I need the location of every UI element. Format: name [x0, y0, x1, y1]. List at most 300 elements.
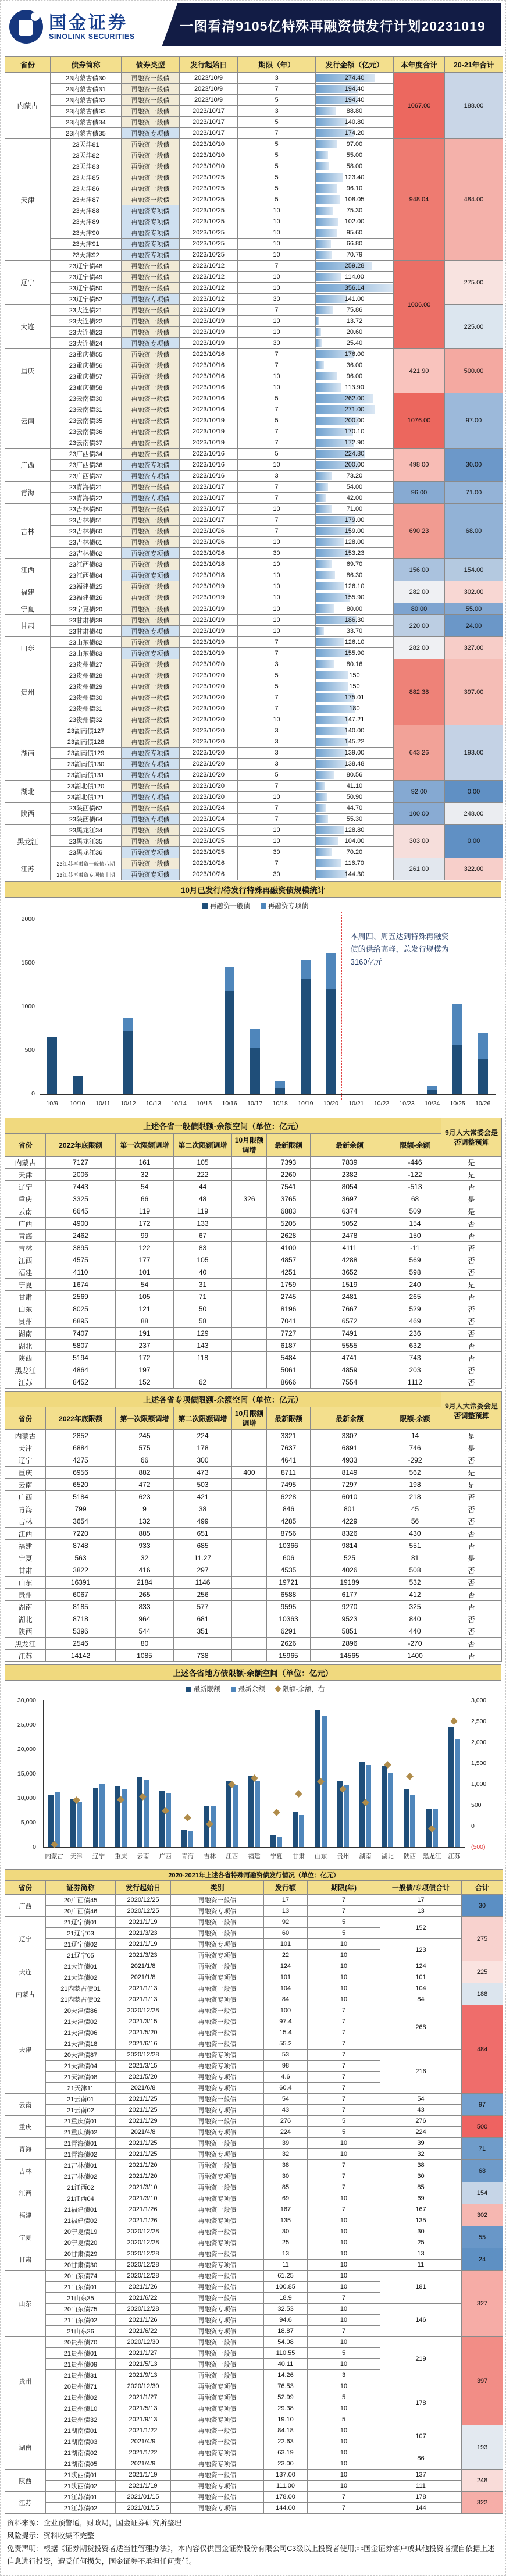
bar-latest-balance — [144, 1780, 149, 1847]
bond-type-cell: 再融资专项债 — [171, 2447, 264, 2458]
latest-balance-cell: 9270 — [311, 1601, 389, 1613]
issue-date-cell: 2021/1/20 — [116, 2171, 171, 2182]
term-cell: 10 — [238, 205, 316, 216]
year-total-cell: 882.38 — [394, 659, 445, 725]
term-cell: 10 — [238, 216, 316, 227]
bond-name-cell: 21福建债01 — [46, 2204, 116, 2215]
term-cell: 3 — [238, 659, 316, 670]
bond-name-cell: 23贵州债31 — [51, 703, 122, 714]
group-total-cell: 248 — [462, 2470, 503, 2492]
term-cell: 5 — [308, 2348, 380, 2359]
bond-name-cell: 21江苏债01 — [46, 2492, 116, 2503]
term-cell: 7 — [308, 2171, 380, 2182]
bond-name-cell: 23贵州债28 — [51, 670, 122, 681]
amount-value: 113.90 — [345, 384, 364, 391]
bond-type-cell: 再融资一般债 — [122, 272, 180, 283]
bond-name-cell: 23山东债82 — [51, 637, 122, 648]
table-row — [5, 1169, 502, 1181]
amount-value: 172.90 — [344, 439, 365, 446]
second-increase-cell: 105 — [174, 1157, 232, 1169]
latest-limit-cell: 2260 — [267, 1169, 311, 1181]
issue-date-cell: 2023/10/16 — [180, 349, 238, 360]
second-increase-cell: 67 — [174, 1230, 232, 1242]
latest-balance-cell: 8149 — [311, 1467, 389, 1479]
province-cell: 青海 — [5, 482, 51, 504]
issue-date-cell: 2021/1/19 — [116, 2470, 171, 2481]
bond-name-cell: 21湖南债03 — [46, 2436, 116, 2447]
bond-name-cell: 21天津债02 — [46, 2016, 116, 2027]
province-cell: 内蒙古 — [5, 1430, 46, 1442]
bond-type-cell: 再融资一般债 — [171, 2282, 264, 2293]
bar-latest-limit — [448, 1727, 454, 1847]
group-total-cell: 154 — [462, 2182, 503, 2204]
latest-limit-cell: 846 — [267, 1503, 311, 1515]
bond-name-cell: 23吉林债51 — [51, 515, 122, 526]
table-row — [5, 559, 503, 570]
latest-balance-cell: 19189 — [311, 1577, 389, 1589]
term-cell: 7 — [238, 637, 316, 648]
bond-name-cell: 23内蒙古债33 — [51, 106, 122, 117]
bar-latest-balance — [344, 1785, 349, 1847]
second-increase-cell: 577 — [174, 1601, 232, 1613]
table-banner: 2020-2021年上述各省特殊再融资债发行情况（单位：亿元） — [5, 1870, 503, 1881]
table-row — [5, 1972, 503, 1983]
amount-value: 159.00 — [344, 528, 365, 535]
budget-adjusted-cell: 否 — [441, 1601, 502, 1613]
amount-cell — [316, 847, 394, 858]
bond-type-cell: 再融资专项债 — [122, 748, 180, 759]
term-cell: 7 — [238, 703, 316, 714]
issue-date-cell: 2023/10/19 — [180, 415, 238, 426]
oct-increase-cell — [232, 1454, 267, 1467]
subtotal-cell: 11 — [380, 2260, 462, 2271]
latest-limit-cell: 8666 — [267, 1376, 311, 1389]
term-cell: 5 — [238, 415, 316, 426]
term-cell: 30 — [238, 847, 316, 858]
bond-type-cell: 再融资一般债 — [122, 426, 180, 437]
province-cell: 辽宁 — [5, 1454, 46, 1467]
amount-value: 150 — [349, 672, 360, 679]
table-row — [5, 1528, 502, 1540]
limit-2022-cell: 8718 — [46, 1613, 116, 1625]
first-increase-cell: 132 — [116, 1515, 174, 1528]
issue-date-cell: 2023/10/16 — [180, 371, 238, 382]
budget-adjusted-cell: 否 — [441, 1528, 502, 1540]
table-row — [5, 261, 503, 272]
term-cell: 7 — [308, 2293, 380, 2304]
oct-increase-cell — [232, 1291, 267, 1303]
bond-type-cell: 再融资专项债 — [122, 626, 180, 637]
bond-name-cell: 23云南债37 — [51, 437, 122, 449]
amount-cell — [316, 836, 394, 847]
bar-special — [275, 1081, 285, 1088]
bond-type-cell: 再融资专项债 — [122, 294, 180, 305]
x-tick-label: 吉林 — [204, 1853, 216, 1860]
legend-label: 最新限额 — [193, 1686, 220, 1693]
amount-cell — [316, 437, 394, 449]
first-increase-cell: 172 — [116, 1352, 174, 1364]
bond-name-cell: 20宁夏债19 — [46, 2226, 116, 2237]
latest-balance-cell: 6374 — [311, 1205, 389, 1218]
term-cell: 30 — [238, 294, 316, 305]
latest-balance-cell: 2481 — [311, 1291, 389, 1303]
budget-adjusted-cell: 否 — [441, 1540, 502, 1552]
term-cell: 3 — [238, 73, 316, 84]
issue-date-cell: 2023/10/16 — [180, 404, 238, 415]
issue-date-cell: 2023/10/17 — [180, 515, 238, 526]
limit-2022-cell: 2546 — [46, 1638, 116, 1650]
bond-name-cell: 21重庆债01 — [46, 2116, 116, 2127]
amount-cell — [316, 814, 394, 825]
amount-cell: 38 — [264, 2160, 308, 2171]
latest-balance-cell: 3652 — [311, 1266, 389, 1279]
term-cell: 7 — [238, 261, 316, 272]
limit-minus-balance-cell: -270 — [389, 1638, 441, 1650]
amount-cell — [316, 205, 394, 216]
first-increase-cell: 197 — [116, 1364, 174, 1376]
bond-type-cell: 再融资一般债 — [122, 526, 180, 537]
bar-latest-limit — [293, 1812, 298, 1847]
bond-type-cell: 再融资专项债 — [171, 2083, 264, 2094]
issue-date-cell: 2023/10/18 — [180, 559, 238, 570]
province-cell: 辽宁 — [5, 1917, 46, 1961]
bar-general — [73, 1076, 83, 1095]
column-header: 省份 — [5, 1881, 46, 1895]
oct-increase-cell — [232, 1218, 267, 1230]
issue-date-cell: 2023/10/20 — [180, 714, 238, 725]
amount-value: 70.20 — [346, 849, 363, 856]
diamond-marker — [295, 1790, 302, 1798]
latest-balance-cell: 7297 — [311, 1479, 389, 1491]
issue-date-cell: 2023/10/17 — [180, 117, 238, 128]
bond-type-cell: 再融资一般债 — [171, 1928, 264, 1939]
first-increase-cell: 245 — [116, 1430, 174, 1442]
issue-date-cell: 2021/1/8 — [116, 1961, 171, 1972]
table-row — [5, 73, 503, 84]
second-increase-cell: 40 — [174, 1266, 232, 1279]
term-cell: 10 — [238, 371, 316, 382]
bond-name-cell: 20山东债75 — [46, 2304, 116, 2315]
term-cell: 10 — [308, 2248, 380, 2260]
subtotal-cell: 152 — [380, 1917, 462, 1939]
limit-2022-cell: 16391 — [46, 1577, 116, 1589]
diamond-marker — [273, 1809, 280, 1817]
right-axis-tick-label: 0 — [471, 1823, 475, 1830]
bond-name-cell: 21吉林债01 — [46, 2160, 116, 2171]
group-total-cell: 275 — [462, 1917, 503, 1961]
amount-cell: 276 — [264, 2116, 308, 2127]
table-row — [5, 2127, 503, 2138]
issue-date-cell: 2023/10/18 — [180, 570, 238, 581]
amount-cell — [316, 603, 394, 615]
bond-type-cell: 再融资一般债 — [122, 670, 180, 681]
province-cell: 江苏 — [5, 1650, 46, 1662]
province-cell: 青海 — [5, 1503, 46, 1515]
y-tick-label: 2000 — [21, 916, 35, 923]
second-increase-cell: 1146 — [174, 1577, 232, 1589]
issue-date-cell: 2023/10/19 — [180, 338, 238, 349]
amount-cell — [316, 239, 394, 250]
province-cell: 云南 — [5, 393, 51, 449]
table-row — [5, 1291, 502, 1303]
amount-cell: 4.6 — [264, 2072, 308, 2083]
term-cell: 7 — [308, 1906, 380, 1917]
province-cell: 内蒙古 — [5, 1983, 46, 2005]
amount-value: 150 — [349, 683, 360, 690]
subtotal-cell: 268 — [380, 2005, 462, 2050]
amount-value: 42.00 — [346, 494, 363, 501]
table-row — [5, 2005, 503, 2016]
bond-type-cell: 再融资一般债 — [171, 2038, 264, 2050]
latest-limit-cell: 7041 — [267, 1315, 311, 1328]
latest-limit-cell: 2745 — [267, 1291, 311, 1303]
bond-name-cell: 23黑龙江36 — [51, 847, 122, 858]
limit-header-row — [5, 1407, 502, 1430]
second-increase-cell: 222 — [174, 1169, 232, 1181]
latest-balance-cell: 5555 — [311, 1340, 389, 1352]
legend-label: 限额-余额，右 — [282, 1686, 325, 1693]
second-increase-cell: 119 — [174, 1205, 232, 1218]
issue-date-cell: 2023/10/20 — [180, 759, 238, 770]
limit-minus-balance-cell: 45 — [389, 1503, 441, 1515]
second-increase-cell: 503 — [174, 1479, 232, 1491]
amount-cell — [316, 106, 394, 117]
issue-date-cell: 2023/10/12 — [180, 272, 238, 283]
term-cell: 10 — [238, 559, 316, 570]
table-row — [5, 1895, 503, 1906]
bond-name-cell: 23宁夏债20 — [51, 603, 122, 615]
issue-date-cell: 2021/3/15 — [116, 2016, 171, 2027]
table-row — [5, 2116, 503, 2127]
bond-name-cell: 23贵州债30 — [51, 692, 122, 703]
table-row — [5, 1917, 503, 1928]
term-cell: 7 — [308, 2182, 380, 2193]
table-row — [5, 1613, 502, 1625]
issue-date-cell: 2023/10/16 — [180, 471, 238, 482]
limit-minus-balance-cell: -122 — [389, 1169, 441, 1181]
latest-limit-cell: 4641 — [267, 1454, 311, 1467]
bar-latest-balance — [388, 1773, 393, 1847]
term-cell: 10 — [308, 2481, 380, 2492]
bond-type-cell: 再融资一般债 — [171, 2492, 264, 2503]
table-row — [5, 1193, 502, 1205]
table-row — [5, 1540, 502, 1552]
bond-type-cell: 再融资一般债 — [171, 2094, 264, 2105]
second-increase-cell: 129 — [174, 1328, 232, 1340]
amount-cell — [316, 283, 394, 294]
year-total-cell: 303.00 — [394, 825, 445, 858]
issue-date-cell: 2023/10/17 — [180, 128, 238, 139]
first-increase-cell: 472 — [116, 1479, 174, 1491]
table-row — [5, 1279, 502, 1291]
bond-type-cell: 再融资专项债 — [122, 493, 180, 504]
column-header: 期限（年） — [238, 57, 316, 73]
bond-name-cell: 21天津债04 — [46, 2061, 116, 2072]
amount-value: 153.23 — [344, 550, 365, 557]
brand-text — [49, 13, 135, 41]
limit-2022-cell: 8748 — [46, 1540, 116, 1552]
prev-total-cell: 397.00 — [445, 659, 503, 725]
group-total-cell: 484 — [462, 2005, 503, 2094]
term-cell: 10 — [238, 825, 316, 836]
term-cell: 5 — [238, 770, 316, 781]
bond-type-cell: 再融资专项债 — [171, 2127, 264, 2138]
x-tick-label: 黑龙江 — [422, 1853, 441, 1860]
province-cell: 湖南 — [5, 2425, 46, 2470]
table-row — [5, 1503, 502, 1515]
province-cell: 江西 — [5, 1528, 46, 1540]
column-header: 发行额 — [264, 1881, 308, 1895]
limit-2022-cell: 799 — [46, 1503, 116, 1515]
footer-risk: 风险提示：资料收集不完整 — [7, 2531, 95, 2540]
amount-value: 58.00 — [346, 163, 363, 170]
bond-type-cell: 再融资一般债 — [122, 537, 180, 548]
limit-2022-cell: 6645 — [46, 1205, 116, 1218]
table-row — [5, 1564, 502, 1577]
province-cell: 大连 — [5, 1961, 46, 1983]
amount-value: 274.40 — [344, 74, 365, 81]
amount-cell: 32 — [264, 2149, 308, 2160]
first-increase-cell: 66 — [116, 1454, 174, 1467]
term-cell: 7 — [238, 648, 316, 659]
budget-adjusted-cell: 否 — [441, 1230, 502, 1242]
bond-name-cell: 21大连债01 — [46, 1961, 116, 1972]
history-issuance-table — [5, 1869, 503, 2514]
province-cell: 贵州 — [5, 2337, 46, 2425]
bond-type-cell: 再融资一般债 — [122, 172, 180, 183]
column-header: 第一次限额调增 — [116, 1134, 174, 1157]
limit-2022-cell: 2462 — [46, 1230, 116, 1242]
bar-latest-limit — [404, 1789, 409, 1847]
bond-name-cell: 21内蒙古债01 — [46, 1983, 116, 1994]
table-row — [5, 825, 503, 836]
amount-cell: 18.9 — [264, 2293, 308, 2304]
table-row — [5, 803, 503, 814]
table-row — [5, 1205, 502, 1218]
bond-type-cell: 再融资一般债 — [122, 349, 180, 360]
year-total-cell: 92.00 — [394, 781, 445, 803]
chart1-banner: 10月已发行/待发行特殊再融资债规模统计 — [5, 881, 501, 898]
first-increase-cell: 66 — [116, 1193, 174, 1205]
term-cell: 7 — [238, 426, 316, 437]
table-row — [5, 603, 503, 615]
bond-type-cell: 再融资专项债 — [171, 2326, 264, 2337]
amount-cell: 17 — [264, 1895, 308, 1906]
prev-total-cell: 484.00 — [445, 139, 503, 261]
bond-type-cell: 再融资一般债 — [171, 2116, 264, 2127]
table-row — [5, 1315, 502, 1328]
bond-type-cell: 再融资专项债 — [122, 869, 180, 880]
first-increase-cell: 833 — [116, 1601, 174, 1613]
bond-type-cell: 再融资专项债 — [171, 2414, 264, 2425]
limit-2022-cell: 6520 — [46, 1479, 116, 1491]
subtotal-cell: 39 — [380, 2138, 462, 2149]
bond-name-cell: 23内蒙古债35 — [51, 128, 122, 139]
table-row — [5, 1589, 502, 1601]
left-axis-tick-label: 25,000 — [17, 1721, 36, 1728]
bond-type-cell: 再融资专项债 — [171, 1950, 264, 1961]
first-increase-cell: 2184 — [116, 1577, 174, 1589]
bond-name-cell: 23辽宁债52 — [51, 294, 122, 305]
banner-row — [5, 1870, 503, 1881]
amount-value: 175.01 — [344, 694, 365, 701]
budget-adjusted-cell: 否 — [441, 1352, 502, 1364]
bar-general — [123, 1031, 133, 1094]
amount-cell — [316, 869, 394, 880]
term-cell: 10 — [308, 2282, 380, 2293]
second-increase-cell: 300 — [174, 1454, 232, 1467]
left-axis-tick-label: 5,000 — [20, 1819, 36, 1826]
amount-cell — [316, 250, 394, 261]
table-row — [5, 1442, 502, 1454]
group-total-cell: 302 — [462, 2204, 503, 2226]
issue-date-cell: 2020/12/28 — [116, 2271, 171, 2282]
latest-limit-cell: 6883 — [267, 1205, 311, 1218]
bond-type-cell: 再融资一般债 — [122, 316, 180, 327]
province-cell: 内蒙古 — [5, 1157, 46, 1169]
province-cell: 吉林 — [5, 1515, 46, 1528]
x-tick-label: 10/22 — [373, 1100, 390, 1107]
amount-cell — [316, 73, 394, 84]
x-tick-label: 重庆 — [115, 1853, 127, 1860]
issue-date-cell: 2023/10/26 — [180, 858, 238, 869]
bond-type-cell: 再融资专项债 — [171, 2392, 264, 2403]
bond-name-cell: 23云南债35 — [51, 415, 122, 426]
amount-cell — [316, 194, 394, 205]
budget-adjusted-cell: 否 — [441, 1491, 502, 1503]
bond-name-cell: 23天津85 — [51, 172, 122, 183]
amount-cell: 13 — [264, 1906, 308, 1917]
amount-cell — [316, 216, 394, 227]
issue-date-cell: 2021/1/26 — [116, 2204, 171, 2215]
bond-type-cell: 再融资一般债 — [122, 825, 180, 836]
amount-value: 140.00 — [344, 727, 365, 734]
year-total-cell: 156.00 — [394, 559, 445, 581]
x-tick-label: 内蒙古 — [45, 1853, 63, 1860]
bond-name-cell: 21云南01 — [46, 2094, 116, 2105]
first-increase-cell: 88 — [116, 1315, 174, 1328]
budget-adjusted-cell: 否 — [441, 1328, 502, 1340]
bond-name-cell: 23贵州债27 — [51, 659, 122, 670]
page-header — [5, 3, 501, 54]
bond-type-cell: 再融资一般债 — [171, 2027, 264, 2038]
issue-date-cell: 2023/10/19 — [180, 615, 238, 626]
issue-date-cell: 2023/10/26 — [180, 537, 238, 548]
amount-cell: 60 — [264, 1928, 308, 1939]
latest-balance-cell: 4229 — [311, 1515, 389, 1528]
amount-value: 356.14 — [344, 284, 365, 291]
latest-limit-cell: 4251 — [267, 1266, 311, 1279]
issue-date-cell: 2023/10/19 — [180, 637, 238, 648]
bar-general — [326, 989, 336, 1094]
bond-type-cell: 再融资专项债 — [171, 2171, 264, 2182]
year-total-cell: 96.00 — [394, 482, 445, 504]
latest-limit-cell: 8711 — [267, 1467, 311, 1479]
bond-name-cell: 21青海债01 — [46, 2138, 116, 2149]
term-cell: 10 — [238, 250, 316, 261]
bond-type-cell: 再融资一般债 — [122, 515, 180, 526]
issue-date-cell: 2023/10/19 — [180, 626, 238, 637]
bond-type-cell: 再融资一般债 — [122, 615, 180, 626]
issue-date-cell: 2023/10/20 — [180, 725, 238, 736]
oct-increase-cell — [232, 1205, 267, 1218]
term-cell: 3 — [238, 471, 316, 482]
amount-value: 80.56 — [346, 771, 363, 778]
amount-value: 174.20 — [344, 130, 365, 137]
first-increase-cell: 101 — [116, 1266, 174, 1279]
x-axis-line — [40, 1094, 496, 1095]
bar-latest-balance — [166, 1793, 171, 1847]
